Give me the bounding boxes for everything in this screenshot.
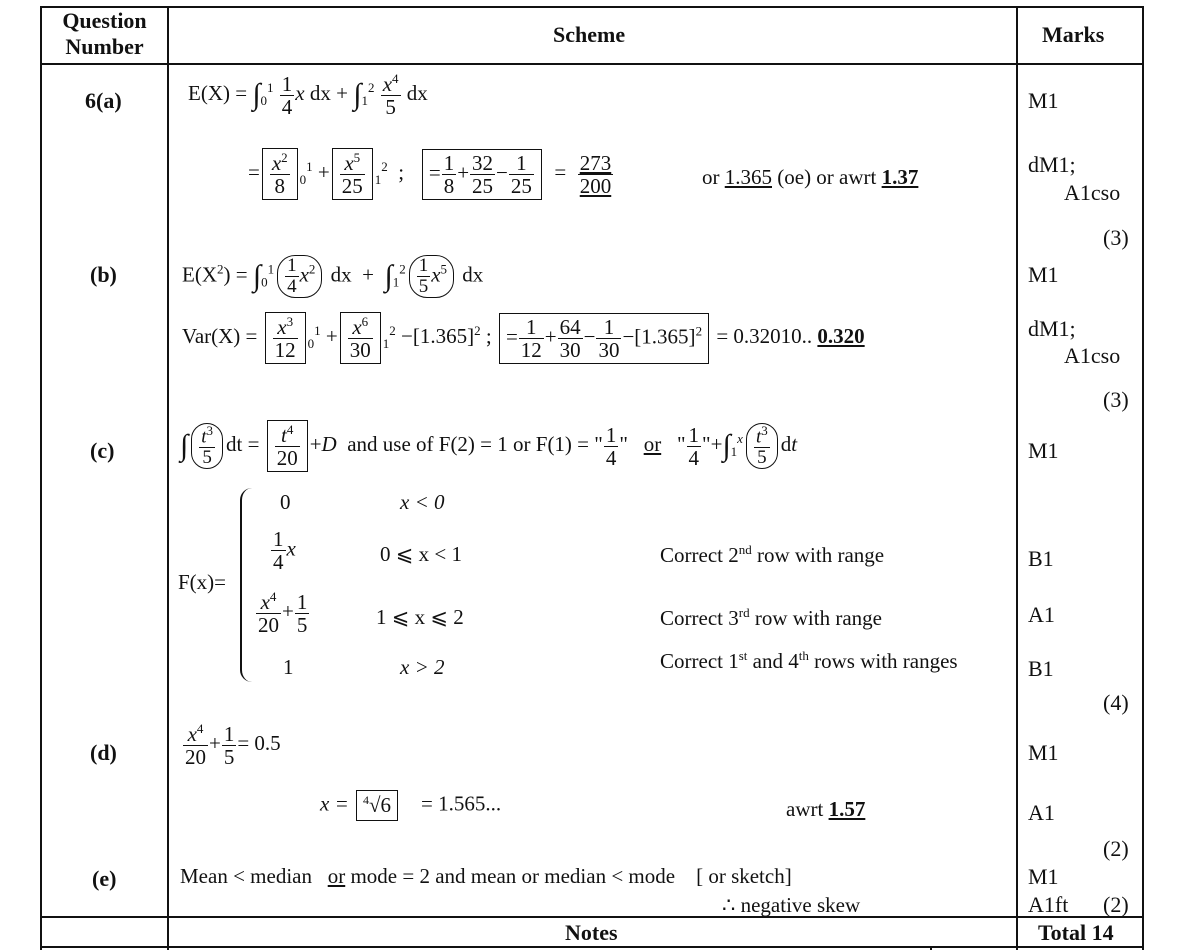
part-c-label: (c) bbox=[90, 438, 115, 463]
footer-total: Total 14 bbox=[1038, 920, 1114, 945]
part-c-mark-m1: M1 bbox=[1028, 438, 1059, 463]
header-question-number bbox=[42, 8, 167, 60]
part-c-row2-range: 0 ⩽ x < 1 bbox=[380, 542, 462, 566]
part-e-line1-b: mode = 2 and mean or median < mode bbox=[350, 864, 676, 888]
part-c-note2-post: row with range bbox=[751, 543, 885, 567]
part-c-total: (4) bbox=[1103, 690, 1129, 715]
part-a-or: or bbox=[702, 165, 720, 189]
part-c-row3-note bbox=[660, 605, 882, 631]
part-a-mark-a1cso: A1cso bbox=[1064, 180, 1121, 205]
part-a-frac-den: 200 bbox=[579, 173, 612, 198]
part-d-awrt bbox=[786, 797, 865, 822]
footer-divider-bottom bbox=[40, 946, 1144, 948]
header-scheme: Scheme bbox=[553, 22, 626, 47]
part-a-mark-dm1: dM1; bbox=[1028, 152, 1076, 177]
part-e-line1-c: [ or sketch] bbox=[696, 864, 792, 888]
part-c-row4-range: x > 2 bbox=[400, 655, 445, 679]
part-c-brace bbox=[240, 488, 256, 682]
part-d-awrt-val: 1.57 bbox=[828, 797, 866, 821]
part-c-row4-val: 1 bbox=[283, 655, 294, 679]
part-a-value-1365: 1.365 bbox=[724, 165, 772, 189]
part-c-note4-post: rows with ranges bbox=[808, 649, 958, 673]
part-b-result: = 0.32010.. bbox=[716, 323, 813, 348]
part-b-mark-dm1: dM1; bbox=[1028, 316, 1076, 341]
part-a-mark-m1: M1 bbox=[1028, 88, 1059, 113]
header-marks: Marks bbox=[1042, 22, 1105, 47]
part-c-fx-label: F(x)= bbox=[178, 570, 227, 594]
part-d-mark-m1: M1 bbox=[1028, 740, 1059, 765]
part-c-mark-b1-first: B1 bbox=[1028, 546, 1054, 571]
part-c-row1-range: x < 0 bbox=[400, 490, 445, 514]
part-d-x-val: = 1.565... bbox=[421, 791, 502, 816]
part-a-integration-line: = $\frac{x^2}{8}$ $_0^1$ + $\frac{x^5}{25}$ $_1^2$ ; = $\frac{1}{8}$ + $\frac{32}{25}$ − $\frac{1}{25}$ = $\frac{273}{200}$ bbox=[248, 148, 614, 200]
part-e-line2: ∴ negative skew bbox=[722, 893, 861, 917]
part-e-line1-a: Mean < median bbox=[180, 864, 312, 888]
part-a-oe: (oe) or awrt bbox=[777, 165, 877, 189]
part-c-text: and use of F(2) = 1 or F(1) = bbox=[347, 431, 590, 456]
part-a-value-137: 1.37 bbox=[881, 165, 919, 189]
part-c-mark-b1-second: B1 bbox=[1028, 656, 1054, 681]
part-a-result bbox=[702, 165, 918, 190]
part-e-line1 bbox=[180, 864, 792, 889]
part-e-line1-or: or bbox=[327, 864, 346, 888]
part-d-solution: x = $^4$√6 = 1.565... bbox=[320, 790, 501, 821]
part-a-frac-num: 273 bbox=[579, 150, 612, 175]
part-b-var-line: Var(X) = $\frac{x^3}{12}$ $_0^1$ + $\frac{x^6}{30}$ $_1^2 -[1.365]^2$ ; = $\frac{1}{12}$ + $\frac{64}{30}$ − $\frac{1}{30}$ $-[1.365]^2 = 0.32010$.. 0.320 bbox=[182, 312, 865, 364]
part-b-label: (b) bbox=[90, 262, 117, 287]
footer-notes: Notes bbox=[565, 920, 618, 945]
part-e-mark-m1: M1 bbox=[1028, 864, 1059, 889]
part-d-total: (2) bbox=[1103, 836, 1129, 861]
part-d-eq: = 0.5 bbox=[237, 730, 281, 755]
column-divider-2 bbox=[1016, 6, 1018, 950]
part-d-equation: $\frac{x^4}{20}$ + $\frac{1}{5}$ = 0.5 bbox=[185, 721, 281, 770]
part-c-row2-note bbox=[660, 542, 884, 568]
part-b-var: Var(X) = bbox=[182, 323, 258, 348]
part-c-note3-pre: Correct 3 bbox=[660, 606, 739, 630]
part-a-expectation-line: $E(X) = \int_0^1$ $\frac{1}{4}$ x dx + $\int_1^2$ $\frac{x^4}{5}$ dx bbox=[188, 71, 428, 120]
table-border-left bbox=[40, 6, 42, 950]
header-question-line2: Number bbox=[65, 34, 144, 59]
part-c-row2-val: $\frac{1}{4}$ x bbox=[273, 527, 296, 575]
part-c-row3-range: 1 ⩽ x ⩽ 2 bbox=[376, 605, 464, 629]
part-a-label: 6(a) bbox=[85, 88, 122, 113]
header-question-line1: Question bbox=[62, 8, 147, 33]
part-c-mark-a1: A1 bbox=[1028, 602, 1055, 627]
part-c-note2-pre: Correct 2 bbox=[660, 543, 739, 567]
part-b-ex2-line: $E(X^2) = \int_0^1$ $\frac{1}{4}$ $x^2$ dx + $\int_1^2$ $\frac{1}{5}$ $x^5$ dx bbox=[182, 255, 484, 297]
part-c-row4-note bbox=[660, 648, 958, 674]
part-c-note2-sup: nd bbox=[738, 542, 752, 557]
part-d-mark-a1: A1 bbox=[1028, 800, 1055, 825]
footer-column-divider bbox=[930, 946, 932, 950]
part-b-mark-a1cso: A1cso bbox=[1064, 343, 1121, 368]
part-e-label: (e) bbox=[92, 866, 117, 891]
part-c-note4-sup: st bbox=[738, 648, 748, 663]
part-b-total: (3) bbox=[1103, 387, 1129, 412]
part-c-note3-sup: rd bbox=[738, 605, 750, 620]
part-a-total: (3) bbox=[1103, 225, 1129, 250]
part-d-label: (d) bbox=[90, 740, 117, 765]
part-a-ex: E(X) = bbox=[188, 80, 248, 105]
part-c-or: or bbox=[643, 431, 662, 456]
part-c-integral-line: ∫ $\frac{t^3}{5}$ dt = $\frac{t^4}{20}$ +D and use of F(2) = 1 or F(1) = " $\frac{1}{4}$ " or " $\frac{1}{4}$ "$+\int_1^x$ $\frac{t^3}{5}$ dt bbox=[180, 420, 797, 472]
part-d-awrt-text: awrt bbox=[786, 797, 824, 821]
part-b-ex2: E(X bbox=[182, 262, 217, 287]
part-c-row3-val: $\frac{x^4}{20}$ + $\frac{1}{5}$ bbox=[258, 589, 308, 638]
table-border-top bbox=[40, 6, 1144, 8]
part-c-row1-val: 0 bbox=[280, 490, 291, 514]
table-border-right bbox=[1142, 6, 1144, 950]
part-c-note4-pre: Correct 1 bbox=[660, 649, 739, 673]
part-c-note4-mid: and 4 bbox=[747, 649, 799, 673]
part-c-note4-sup2: th bbox=[798, 648, 809, 663]
footer-divider bbox=[40, 916, 1144, 918]
part-e-total: (2) bbox=[1103, 892, 1129, 917]
part-b-mark-m1: M1 bbox=[1028, 262, 1059, 287]
part-c-note3-post: row with range bbox=[749, 606, 882, 630]
part-e-mark-a1ft: A1ft bbox=[1028, 892, 1069, 917]
header-divider bbox=[40, 63, 1144, 65]
part-b-result-bold: 0.320 bbox=[817, 323, 865, 348]
part-d-x-eq: x = bbox=[320, 791, 349, 816]
column-divider-1 bbox=[167, 6, 169, 950]
